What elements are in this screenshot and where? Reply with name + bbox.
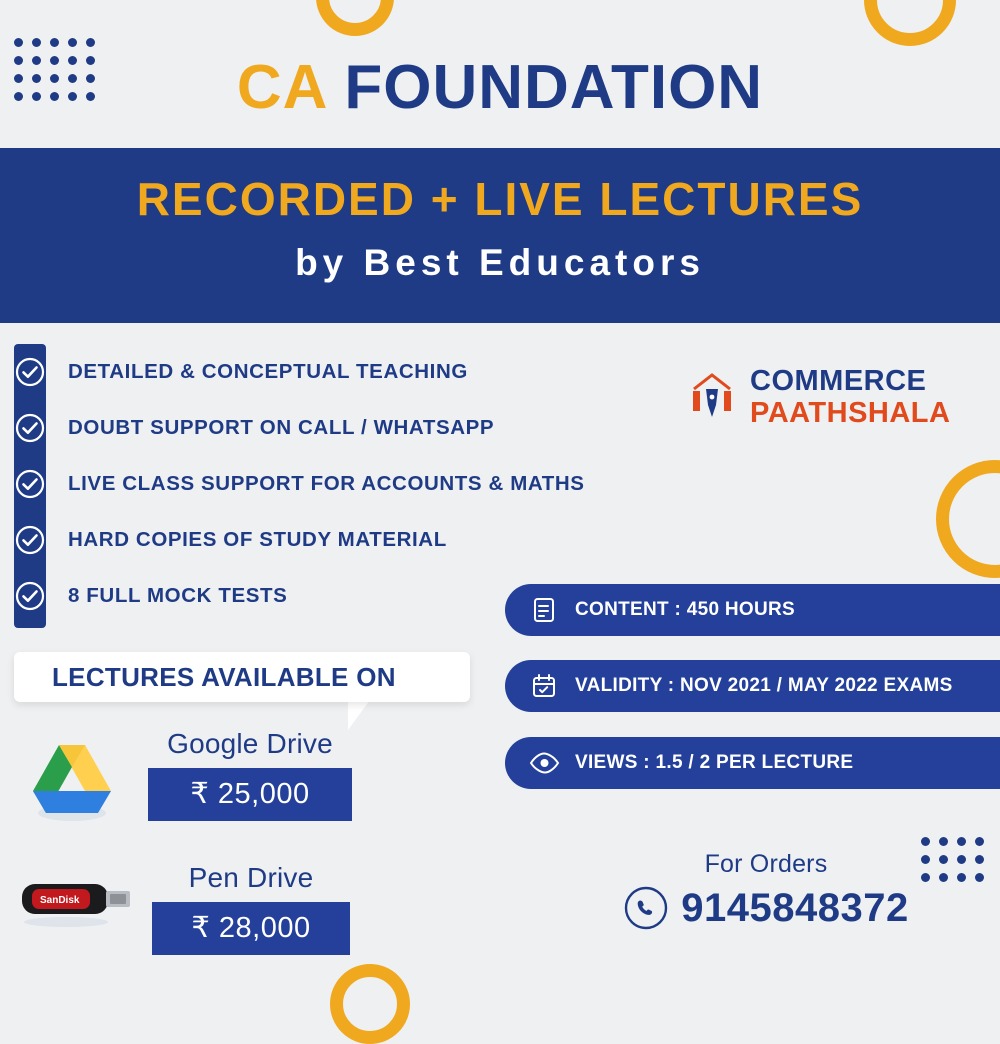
check-circle-icon xyxy=(14,468,46,500)
page-title-rest: FOUNDATION xyxy=(344,53,764,122)
info-pill-label: VALIDITY : NOV 2021 / MAY 2022 EXAMS xyxy=(575,675,953,696)
info-pill-label: VIEWS : 1.5 / 2 PER LECTURE xyxy=(575,752,854,773)
decorative-ring xyxy=(864,0,956,46)
page-title xyxy=(0,52,1000,123)
product-name: Google Drive xyxy=(167,728,333,759)
brand-name-line2: PAATHSHALA xyxy=(750,397,951,429)
orders-phone[interactable]: 9145848372 xyxy=(681,885,909,930)
svg-text:SanDisk: SanDisk xyxy=(40,895,80,906)
page-title-highlight: CA xyxy=(236,53,327,122)
check-circle-icon xyxy=(14,412,46,444)
decorative-ring xyxy=(316,0,394,36)
usb-pen-drive-icon xyxy=(14,868,140,930)
callout-label: LECTURES AVAILABLE ON xyxy=(52,661,396,692)
product-google-drive xyxy=(148,728,352,821)
list-item-label: DOUBT SUPPORT ON CALL / WHATSAPP xyxy=(68,415,495,439)
brand-name-line1: COMMERCE xyxy=(750,365,927,397)
headline-band xyxy=(0,148,1000,323)
callout-tail xyxy=(348,700,370,730)
info-pill-label: CONTENT : 450 HOURS xyxy=(575,599,796,620)
pen-nib-icon xyxy=(684,369,740,423)
check-circle-icon xyxy=(14,580,46,612)
check-circle-icon xyxy=(14,524,46,556)
decorative-ring xyxy=(936,460,1000,578)
orders-block xyxy=(596,850,936,931)
decorative-ring xyxy=(330,964,410,1044)
list-item xyxy=(14,512,774,567)
list-item-label: HARD COPIES OF STUDY MATERIAL xyxy=(68,527,447,551)
headline-primary: RECORDED + LIVE LECTURES xyxy=(136,173,864,225)
brand-logo-text xyxy=(750,365,950,429)
document-icon xyxy=(521,595,567,625)
list-item-label: 8 FULL MOCK TESTS xyxy=(68,583,288,607)
brand-logo xyxy=(684,365,974,427)
product-pen-drive xyxy=(152,862,350,955)
whatsapp-icon[interactable] xyxy=(623,885,669,931)
list-item xyxy=(14,344,774,399)
google-drive-icon xyxy=(24,735,120,831)
info-pill-validity xyxy=(505,660,1000,712)
check-circle-icon xyxy=(14,356,46,388)
eye-icon xyxy=(521,748,567,778)
info-pill-content xyxy=(505,584,1000,636)
list-item xyxy=(14,456,774,511)
feature-list xyxy=(14,344,774,624)
orders-contact-row xyxy=(596,885,936,931)
list-item-label: DETAILED & CONCEPTUAL TEACHING xyxy=(68,359,468,383)
orders-label: For Orders xyxy=(704,850,828,878)
callout-banner xyxy=(14,652,470,702)
list-item xyxy=(14,400,774,455)
product-price: ₹ 28,000 xyxy=(152,902,350,955)
product-name: Pen Drive xyxy=(188,862,314,893)
product-price: ₹ 25,000 xyxy=(148,768,352,821)
calendar-icon xyxy=(521,671,567,701)
info-pill-views xyxy=(505,737,1000,789)
headline-secondary: by Best Educators xyxy=(295,242,705,283)
list-item-label: LIVE CLASS SUPPORT FOR ACCOUNTS & MATHS xyxy=(68,471,585,495)
